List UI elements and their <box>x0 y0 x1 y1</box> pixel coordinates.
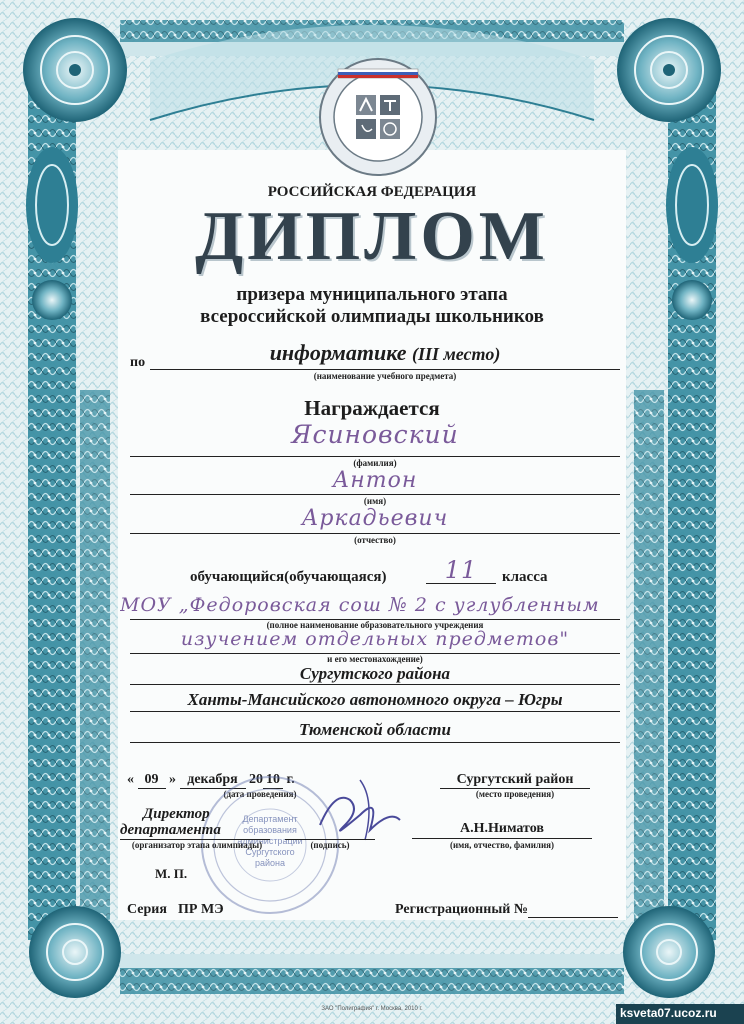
series-value: ПР МЭ <box>178 902 224 917</box>
location-line-3-rule <box>130 742 620 743</box>
olympiad-emblem <box>316 55 440 179</box>
signer-name-caption: (имя, отчество, фамилия) <box>449 840 555 850</box>
stamp-line: администрации <box>237 836 303 846</box>
reg-number-line <box>528 917 618 918</box>
diploma-title: ДИПЛОМ <box>195 198 549 275</box>
subtitle-line-1: призера муниципального этапа <box>236 284 508 305</box>
stamp-line: Сургутского <box>245 847 295 857</box>
date-year-prefix: 20 <box>249 772 263 787</box>
grade-suffix: класса <box>502 569 548 585</box>
country-name: РОССИЙСКАЯ ФЕДЕРАЦИЯ <box>267 184 477 200</box>
date-month: декабря <box>180 772 246 789</box>
printer-info: ЗАО "Полиграфия" г. Москва, 2010 г. <box>321 1006 423 1012</box>
surname-value: Ясиновский <box>291 420 459 449</box>
date-quote-open: « <box>127 772 134 787</box>
date-quote-close: » <box>169 772 176 787</box>
first-name-value: Антон <box>332 468 418 493</box>
organizer-caption: (организатор этапа олимпиады) <box>131 840 263 850</box>
patronymic-value: Аркадьевич <box>301 506 449 531</box>
subject-value <box>150 340 620 366</box>
subtitle-line-2: всероссийской олимпиады школьников <box>200 306 544 327</box>
student-label: обучающийся(обучающаяся) <box>190 569 387 585</box>
school-line-2: изучением отдельных предметов" <box>180 628 570 650</box>
surname-caption: (фамилия) <box>353 458 397 468</box>
location-line-3: Тюменской области <box>299 720 451 739</box>
stamp-line: образования <box>243 825 297 835</box>
watermark-text: ksveta07.ucoz.ru <box>620 1006 717 1020</box>
stamp-place-label: М. П. <box>155 866 188 881</box>
location-line-2: Ханты-Мансийского автономного округа – Югры <box>187 690 563 709</box>
handwritten-signature <box>290 770 420 850</box>
award-heading: Награждается <box>304 396 440 420</box>
subject-caption: (наименование учебного предмета) <box>313 371 457 381</box>
date-year-suffix: г. <box>286 772 295 787</box>
series-label: Серия <box>127 902 167 917</box>
stamp-line: Департамент <box>242 814 298 824</box>
patronymic-caption: (отчество) <box>354 535 396 545</box>
subject-place: (III место) <box>411 344 501 364</box>
surname-line <box>130 456 620 457</box>
school-caption-2: и его местонахождение) <box>327 654 423 664</box>
event-place: Сургутский район <box>456 772 574 787</box>
date-year: 10 <box>263 772 283 789</box>
signer-name-line <box>412 838 592 839</box>
signer-title-2: департамента <box>120 822 221 838</box>
location-line-2-rule <box>130 711 620 712</box>
first-name-caption: (имя) <box>363 496 387 506</box>
date-day: 09 <box>138 772 166 789</box>
school-caption-1: (полное наименование образовательного учреждения <box>266 620 484 630</box>
grade-value: 11 <box>444 556 478 584</box>
school-line-1: МОУ „Федоровская сош № 2 с углубленным <box>120 594 600 616</box>
reg-number-label: Регистрационный № <box>395 902 528 917</box>
subject-line <box>150 369 620 370</box>
location-line-1: Сургутского района <box>299 664 451 683</box>
signature-caption: (подпись) <box>310 840 350 850</box>
signer-name: А.Н.Ниматов <box>460 821 544 836</box>
date-caption: (дата проведения) <box>223 789 297 799</box>
patronymic-line <box>130 533 620 534</box>
signer-title-1: Директор <box>143 806 210 822</box>
subject-name: информатике <box>269 340 407 365</box>
subject-prefix: по <box>130 355 146 370</box>
location-line-1-rule <box>130 684 620 685</box>
event-place-caption: (место проведения) <box>475 789 555 799</box>
stamp-line: района <box>254 858 286 868</box>
first-name-line <box>130 494 620 495</box>
